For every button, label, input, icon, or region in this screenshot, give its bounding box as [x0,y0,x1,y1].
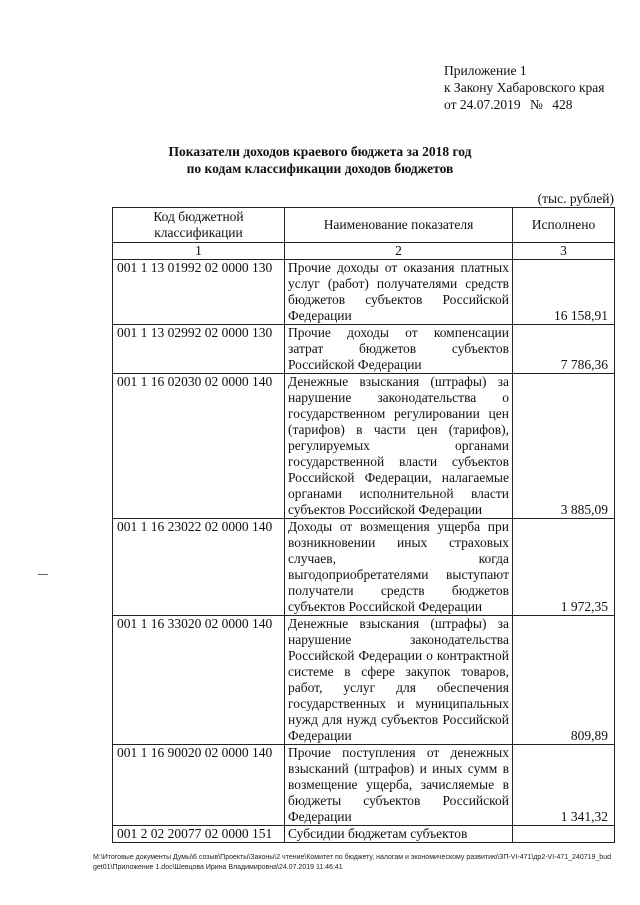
row-value: 809,89 [513,616,615,745]
row-code: 001 1 16 90020 02 0000 140 [113,745,285,826]
appendix-line-1: Приложение 1 [444,63,527,78]
table-row [113,616,615,745]
file-path-footer: M:\Итоговые документы Думы\6 созыв\Проекты\Законы\2 чтение\Комитет по бюджету, налогам и экономическому развитию\ЗП-VI-471\др2-VI-471_240719_budget01\Приложение 1.doc\Шевцова Ирина Владимировна\24.07.2019 11:46:41 [93,854,611,871]
column-number-2: 2 [285,243,513,260]
row-code: 001 2 02 20077 02 0000 151 [113,826,285,843]
row-code: 001 1 16 02030 02 0000 140 [113,374,285,519]
appendix-date: от 24.07.2019 [444,97,521,112]
row-code: 001 1 13 02992 02 0000 130 [113,325,285,374]
row-code: 001 1 13 01992 02 0000 130 [113,260,285,325]
row-value: 7 786,36 [513,325,615,374]
appendix-line-3 [444,96,605,113]
table-header-row [113,208,615,243]
row-name: Субсидии бюджетам субъектов [285,826,513,843]
document-title [110,143,530,177]
row-name: Прочие поступления от денежных взысканий (штрафов) и иных сумм в возмещение ущерба, зачисляемые в бюджеты субъектов Российской Федерации [285,745,513,826]
title-line-2: по кодам классификации доходов бюджетов [186,161,454,176]
row-value [513,826,615,843]
table-row [113,519,615,616]
column-number-3: 3 [513,243,615,260]
row-value: 3 885,09 [513,374,615,519]
row-name: Прочие доходы от компенсации затрат бюджетов субъектов Российской Федерации [285,325,513,374]
appendix-number: 428 [552,97,573,112]
revenue-table [112,207,615,843]
row-name: Денежные взыскания (штрафы) за нарушение законодательства о государственном регулировании цен (тарифов) в части цен (тарифов), регулируемых органами государственной власти субъектов Российской Федерации, налагаемые органами исполнительной власти субъектов Российской Федерации [285,374,513,519]
table-row [113,260,615,325]
row-name: Прочие доходы от оказания платных услуг (работ) получателями средств бюджетов субъектов Российской Федерации [285,260,513,325]
header-value: Исполнено [513,208,615,243]
header-name: Наименование показателя [285,208,513,243]
column-number-row [113,243,615,260]
appendix-number-sign: № [529,97,543,112]
row-code: 001 1 16 33020 02 0000 140 [113,616,285,745]
header-code: Код бюджетной классификации [113,208,285,243]
table-row [113,745,615,826]
row-value: 1 341,32 [513,745,615,826]
margin-mark [38,574,48,575]
table-row [113,325,615,374]
row-value: 16 158,91 [513,260,615,325]
appendix-line-2: к Закону Хабаровского края [444,80,605,95]
row-value: 1 972,35 [513,519,615,616]
table-row [113,826,615,843]
unit-label: (тыс. рублей) [537,191,614,206]
table-row [113,374,615,519]
appendix-header [444,62,605,113]
row-name: Денежные взыскания (штрафы) за нарушение законодательства Российской Федерации о контрактной системе в сфере закупок товаров, работ, услуг для обеспечения государственных и муниципальных нужд для нужд субъектов Российской Федерации [285,616,513,745]
title-line-1: Показатели доходов краевого бюджета за 2018 год [168,144,472,159]
column-number-1: 1 [113,243,285,260]
row-name: Доходы от возмещения ущерба при возникновении иных страховых случаев, когда выгодоприобретателями выступают получатели средств бюджетов субъектов Российской Федерации [285,519,513,616]
row-code: 001 1 16 23022 02 0000 140 [113,519,285,616]
